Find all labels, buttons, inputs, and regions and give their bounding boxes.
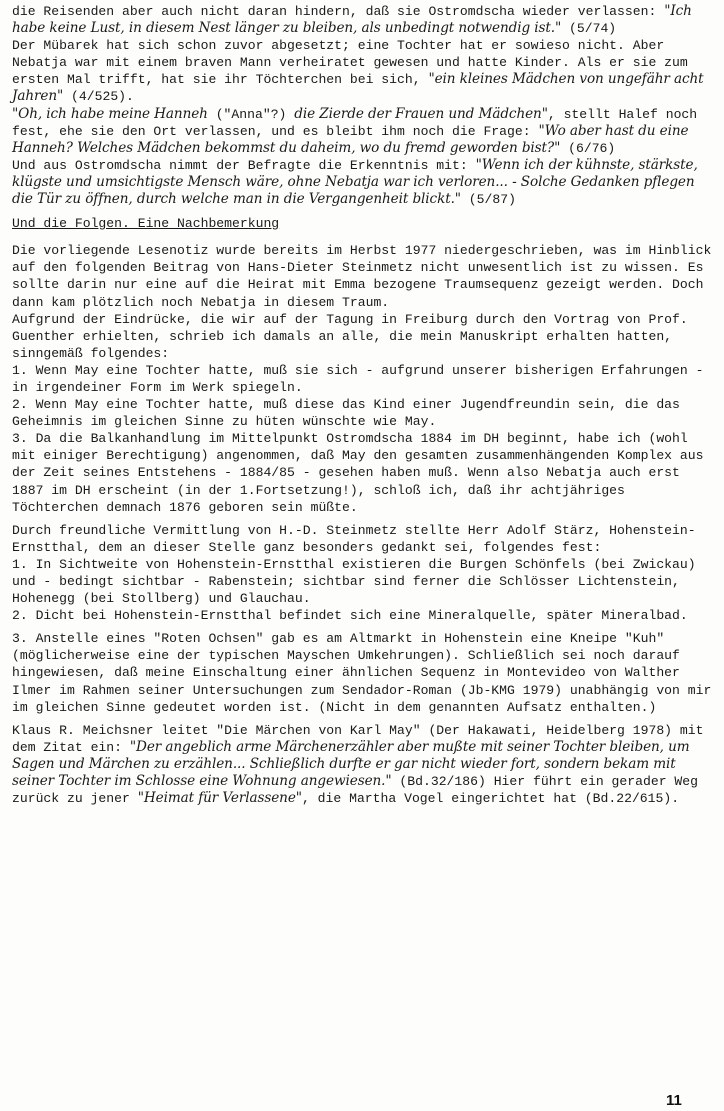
text: Und aus Ostromdscha nimmt der Befragte die Erkenntnis mit: [12, 157, 476, 173]
citation: (4/525). [63, 89, 134, 105]
quote: "ein kleines Mädchen von ungefähr acht Jahren" [12, 71, 704, 105]
list-item-1: 1. Wenn May eine Tochter hatte, muß sie sich - aufgrund unserer bisherigen Erfahrungen - in irgendeiner Form im Werk spiegeln. [12, 362, 704, 395]
citation: (5/74) [561, 21, 617, 37]
quote: "Wenn ich der kühnste, stärkste, klügste und umsichtigste Mensch wäre, ohne Nebatja war ich verloren... - Solche Gedanken pflegen die Tür zu öffnen, durch welche man in die Vergangenheit blickt." [12, 156, 698, 208]
paragraph-meichsner [12, 722, 714, 807]
paragraph-mubarek [12, 37, 714, 105]
text: Der Mübarek hat sich schon zuvor abgesetzt; eine Tochter hat er sowieso nicht. Aber Nebatja war mit einem braven Mann verheiratet gewesen und hatte Kinder. Als er sie zum ersten Mal trifft, hat sie ihr Töchterchen bei sich, [12, 38, 688, 88]
list-item-2: 2. Dicht bei Hohenstein-Ernstthal befindet sich eine Mineralquelle, später Mineralbad. [12, 608, 688, 624]
paragraph-ostromdscha [12, 157, 714, 208]
quote: die Zierde der Frauen und Mädchen" [294, 105, 548, 122]
paragraph-lesenotiz: Die vorliegende Lesenotiz wurde bereits im Herbst 1977 niedergeschrieben, was im Hinblick auf den folgenden Beitrag von Hans-Dieter Steinmetz nicht unwesentlich ist zu wissen. Es sollte darin nur eine auf die Heirat mit Emma bezogene Traumsequenz gezeigt werden. Doch dann kam plötzlich noch Nebatja in diesem Traum. [12, 243, 712, 310]
list-item-3: 3. Da die Balkanhandlung im Mittelpunkt Ostromdscha 1884 im DH beginnt, habe ich (wohl mit einiger Berechtigung) angenommen, daß May den gesamten zusammenhängenden Komplex aus der Zeit seines Entstehens - 1884/85 - gesehen haben muß. Wenn also Nebatja auch erst 1887 im DH erscheint (in der 1.Fortsetzung!), schloß ich, daß ihr achtjähriges Töchterchen demnach 1876 geboren sein müßte. [12, 431, 704, 515]
text: ("Anna"?) [207, 106, 295, 122]
text: , stellt Halef noch fest, ehe sie den Ort verlassen, und es bleibt ihm noch die Frage: [12, 106, 698, 139]
section-heading: Und die Folgen. Eine Nachbemerkung [12, 216, 280, 232]
list-item-1: 1. In Sichtweite von Hohenstein-Ernstthal existieren die Burgen Schönfels (bei Zwickau) und - bedingt sichtbar - Rabenstein; sichtbar sind ferner die Schlösser Lichtenstein, Hohenegg (bei Stollberg) und Glauchau. [12, 556, 696, 607]
paragraph-tagung: Aufgrund der Eindrücke, die wir auf der Tagung in Freiburg durch den Vortrag von Prof. Guenther erhielten, schrieb ich damals an alle, die mein Manuskript erhalten hatten, sinngemäß folgendes: [12, 311, 688, 361]
list-item-2: 2. Wenn May eine Tochter hatte, muß diese das Kind einer Jugendfreundin sein, die das Geheimnis im gleichen Sinne zu hüten wünschte wie May. [12, 397, 680, 430]
quote: "Heimat für Verlassene" [137, 790, 302, 807]
text: Klaus R. Meichsner leitet "Die Märchen von Karl May" (Der Hakawati, Heidelberg 1978) mit dem Zitat ein: [12, 722, 704, 755]
text: (Bd.32/186) Hier führt ein gerader Weg zurück zu jener [12, 774, 698, 807]
quote: "Ich habe keine Lust, in diesem Nest länger zu bleiben, als unbedingt notwendig ist." [12, 3, 692, 37]
citation: (6/76) [560, 140, 616, 156]
text: , die Martha Vogel eingerichtet hat (Bd.22/615). [301, 791, 680, 807]
paragraph-hanneh [12, 106, 714, 157]
quote: "Oh, ich habe meine Hanneh [12, 105, 208, 122]
paragraph-vermittlung: Durch freundliche Vermittlung von H.-D. Steinmetz stellte Herr Adolf Stärz, Hohenstein-Ernstthal, dem an dieser Stelle ganz besonders gedankt sei, folgendes fest: [12, 522, 696, 555]
text-column [12, 3, 714, 807]
paragraph-departure [12, 3, 714, 37]
page-number: 11 [666, 1092, 682, 1109]
citation: (5/87) [460, 192, 516, 208]
list-item-3: 3. Anstelle eines "Roten Ochsen" gab es am Altmarkt in Hohenstein eine Kneipe "Kuh" (möglicherweise eine der typischen Mayschen Umkehrungen). Schließlich sei noch darauf hingewiesen, daß meine Einschaltung einer ähnlichen Sequenz in Montevideo von Walther Ilmer im Rahmen seiner Untersuchungen zum Sendador-Roman (Jb-KMG 1979) unabhängig von mir im gleichen Sinne gedeutet worden ist. (Nicht in dem genannten Aufsatz enthalten.) [12, 631, 712, 715]
quote: "Der angeblich arme Märchenerzähler aber mußte mit seiner Tochter bleiben, um Sagen und Märchen zu erzählen... Schließlich durfte er gar nicht wieder fort, sondern bekam mit seiner Tochter im Schlosse eine Wohnung angewiesen." [12, 738, 690, 790]
text: die Reisenden aber auch nicht daran hindern, daß sie Ostromdscha wieder verlassen: [12, 4, 665, 19]
quote: "Wo aber hast du eine Hanneh? Welches Mädchen bekommst du daheim, wo du fremd geworden bist?" [12, 122, 689, 156]
